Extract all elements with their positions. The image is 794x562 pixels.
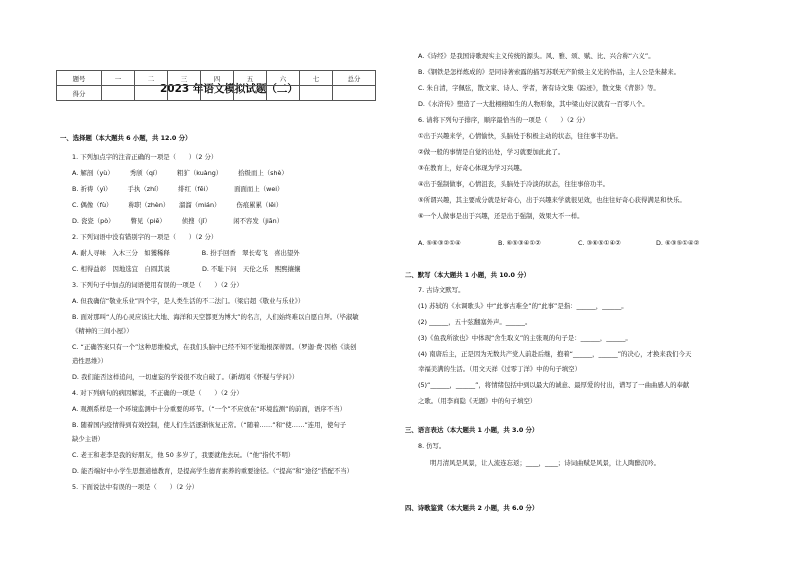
section-header: 四、诗歌鉴赏（本大题共 2 小题，共 6.0 分）	[405, 504, 539, 512]
question-line: 6. 请将下列句子排序，顺序最恰当的一项是（ ）（2 分）	[418, 116, 589, 124]
fill-line: (1) 苏轼的《水调歌头》中“此事古难全”的“此事”是指：______，______。	[418, 302, 628, 310]
option-line: D. 瓷瓷（pò） 瞥见（piē） 侦搜（jǐ） 闲不容发（jiān）	[72, 217, 284, 225]
option-line: C. 偶像（fù） 称职（zhèn） 溜溜（mián） 伤痕累累（lěi）	[72, 201, 283, 209]
sentence-line: ③在教育上，好奇心体现为学习兴趣。	[418, 164, 526, 172]
question-line: 3. 下列句子中加点的词语使用有误的一项是（ ）（2 分）	[72, 281, 243, 289]
sentence-line: ④出于强制做事，心情沮丧，头脑处于冷淡的状态，往往事倍功半。	[418, 180, 610, 188]
section-header: 二、默写（本大题共 1 小题，共 10.0 分）	[405, 271, 530, 279]
score-cell: 一	[102, 71, 135, 86]
option-a: A. ⑤⑥③②①④	[418, 239, 461, 247]
question-line: 7. 古诗文默写。	[418, 286, 465, 294]
score-cell: 题号	[57, 71, 102, 86]
option-line: D. 我们能否这样追问，一切虚妄的学说很不攻自破了。（新胡闲《怀疑与学问》）	[72, 373, 299, 381]
option-line: C. 相得益彰 因地选宜 自圆其说 D. 不耻下问 天伦之乐 熙熙攘攘	[72, 265, 301, 273]
option-b: B. ⑥⑤③④①②	[498, 239, 541, 247]
option-line: A. 解剖（yù） 秀颀（qí） 粗犷（kuàng） 拾级而上（shè）	[72, 169, 288, 177]
fill-line: (5)“______，______”，将情绪包括中到以最大的诚意、最厚爱的付出，谱写了一曲曲感人的奉献	[418, 381, 690, 389]
score-cell: 六	[267, 71, 300, 86]
score-cell[interactable]	[102, 86, 135, 101]
fill-line: 明月清风是风景，让人流连忘返；____，____；诗词曲赋是风景，让人陶醉沉吟。	[430, 459, 661, 467]
score-cell: 二	[135, 71, 168, 86]
fill-line: (4) 南唐后主，正是因为无数共产党人前赴后继，抱着“______，______”的决心，才换来我们今天	[418, 350, 692, 358]
option-line: C. 老王和老李是我的好朋友，他 50 多岁了，我要就他去玩。（“他”指代不明）	[72, 451, 295, 459]
section-header: 一、选择题（本大题共 6 小题，共 12.0 分）	[60, 134, 192, 142]
option-line: 缺少主语）	[72, 435, 104, 443]
question-line: 4. 对下列病句的病因解说，不正确的一项是（ ）（2 分）	[72, 389, 243, 397]
option-line: C. 朱自清，字佩弦，散文家、诗人、学者，著有诗文集《踪迹》，散文集《背影》等。	[418, 84, 660, 92]
score-cell: 五	[234, 71, 267, 86]
option-line: C. “正确答案只有一个”这种思维模式，在我们头脑中已经不知不觉地根深蒂固。（罗迦·费·因格《谈创	[72, 343, 357, 351]
score-cell: 三	[168, 71, 201, 86]
option-line: D. 能否端好中小学生思想道德教育，是提高学生德育素养的重要途径。（“提高”和“途径”搭配不当）	[72, 467, 354, 475]
option-line: B. 面对那叫“人的心灵应该比大地、海洋和天空都更为博大”的名言，人们始终难以自愿自拜。（毕淑敏	[72, 313, 359, 321]
score-cell[interactable]	[300, 86, 333, 101]
option-line: B. 祈祷（yì） 手执（zhí） 绯红（fēi） 面面而上（wei）	[72, 185, 284, 193]
score-cell[interactable]	[234, 86, 267, 101]
option-line: A. 耐人寻味 入木三分 如獲稀释 B. 扮手回香 翠长莺飞 喜出望外	[72, 249, 300, 257]
question-line: 5. 下面说法中有误的一项是（ ）（2 分）	[72, 483, 199, 491]
section-header: 三、语言表达（本大题共 1 小题，共 3.0 分）	[405, 426, 539, 434]
question-line: 2. 下列词语中没有错别字的一项是（ ）（2 分）	[72, 233, 218, 241]
option-line: A.《诗经》是我国诗歌现实主义传统的源头。风、雅、颂、赋、比、兴合称“六义”。	[418, 52, 655, 60]
option-line: 《精神的三间小屋》）	[72, 327, 133, 335]
score-cell[interactable]	[135, 86, 168, 101]
option-line: A. 观测系样是一个环境监测中十分重要的环节。（“一个”不应放在“环境监测”的前面，语序不当）	[72, 405, 346, 413]
fill-line: (2) ______，五十弦翻塞外声。______。	[418, 318, 532, 326]
sentence-line: ⑤所谓兴趣，其主要成分就是好奇心，出于兴趣来学就很见效，也往往好奇心获得满足和快乐。	[418, 196, 686, 204]
score-cell[interactable]	[201, 86, 234, 101]
score-cell: 得分	[57, 86, 102, 101]
score-cell: 总分	[333, 71, 376, 86]
fill-line: 之歌。（用李商隐《无题》中的句子填空）	[418, 397, 537, 405]
score-value-row	[57, 86, 376, 101]
question-line: 1. 下列加点字的注音正确的一项是（ ）（2 分）	[72, 153, 218, 161]
sentence-line: ①出于兴趣来学，心情愉快，头脑处于积极主动的状态，往往事半功倍。	[418, 132, 622, 140]
score-table	[56, 70, 376, 101]
score-cell[interactable]	[168, 86, 201, 101]
option-line: B. 随着国内疫情得到有效控制，使人们生活逐渐恢复正常。（“随着……”和“使……”连用，使句子	[72, 421, 347, 429]
question-line: 8. 仿写。	[418, 442, 446, 450]
option-line: B.《钢铁是怎样炼成的》是同诗著索露的描写苏联无产阶级主义光的作品，主人公是朱赫来。	[418, 68, 681, 76]
option-d: D. ⑥③⑤①④②	[656, 239, 700, 247]
sentence-line: ②做一般的事情是自觉的出处，学习就要加此此了。	[418, 148, 565, 156]
score-cell: 七	[300, 71, 333, 86]
score-cell[interactable]	[267, 86, 300, 101]
fill-line: 幸福美满的生活。（用文天祥《过零丁洋》中的句子填空）	[418, 365, 581, 373]
option-c: C. ③⑥⑤①④②	[578, 239, 621, 247]
option-line: A. 但我确信“敬业乐业”四个字，是人类生活的不二法门。（梁启超《敬业与乐业》）	[72, 297, 305, 305]
score-header-row	[57, 71, 376, 86]
sentence-line: ⑥一个人做事是出于兴趣，还是出于强制，效果大不一样。	[418, 212, 584, 220]
fill-line: (3)《鱼我所欲也》中体现“舍生取义”的主张观的句子是：______，______。	[418, 334, 632, 342]
option-line: 造性思维》）	[72, 357, 108, 365]
exam-title: 2023 年语文模拟试题（二）	[160, 83, 298, 95]
score-cell: 四	[201, 71, 234, 86]
score-cell[interactable]	[333, 86, 376, 101]
option-line: D.《水浒传》塑造了一大批栩栩如生的人物形象，其中梁山好汉就有一百零八个。	[418, 100, 649, 108]
